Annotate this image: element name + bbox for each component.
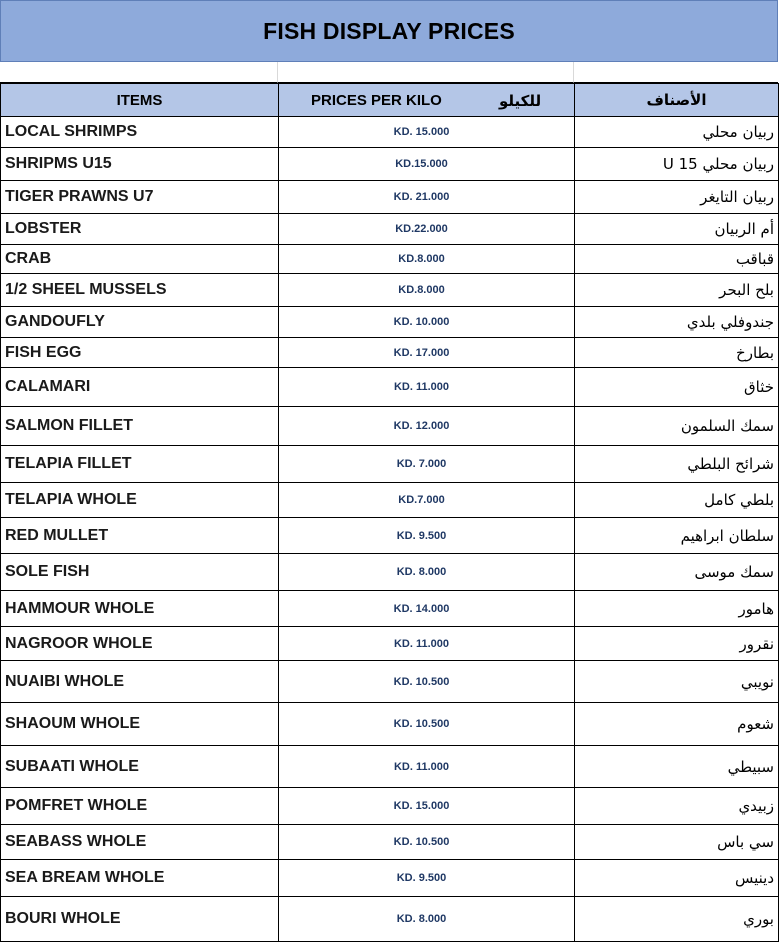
table-row: [1, 368, 779, 407]
item-price: KD. 7.000: [279, 446, 575, 483]
item-price: KD. 12.000: [279, 407, 575, 446]
table-row: [1, 274, 779, 307]
item-name: GANDOUFLY: [1, 307, 279, 338]
item-name-ar: سمك موسى: [575, 554, 779, 591]
price-table: [0, 83, 779, 942]
item-name-ar: دينيس: [575, 860, 779, 897]
item-price: KD. 11.000: [279, 746, 575, 788]
item-price: KD. 9.500: [279, 518, 575, 554]
item-price: KD.8.000: [279, 274, 575, 307]
page-title: FISH DISPLAY PRICES: [263, 17, 515, 44]
spacer-row: [0, 62, 778, 83]
spacer-cell: [0, 62, 278, 83]
item-name-ar: سبيطي: [575, 746, 779, 788]
item-name: SOLE FISH: [1, 554, 279, 591]
table-row: [1, 245, 779, 274]
item-name: FISH EGG: [1, 338, 279, 368]
item-price: KD.22.000: [279, 214, 575, 245]
table-row: [1, 788, 779, 825]
item-price: KD. 21.000: [279, 181, 575, 214]
item-name-ar: أم الربيان: [575, 214, 779, 245]
item-name: TIGER PRAWNS U7: [1, 181, 279, 214]
item-price: KD.8.000: [279, 245, 575, 274]
item-name-ar: نقرور: [575, 627, 779, 661]
spacer-cell: [278, 62, 574, 83]
item-name: SUBAATI WHOLE: [1, 746, 279, 788]
item-price: KD. 15.000: [279, 117, 575, 148]
header-price-ar: للكيلو: [499, 93, 542, 110]
item-name-ar: شعوم: [575, 703, 779, 746]
item-price: KD. 10.500: [279, 825, 575, 860]
table-row: [1, 518, 779, 554]
item-name-ar: نويبي: [575, 661, 779, 703]
item-name: CRAB: [1, 245, 279, 274]
item-name: BOURI WHOLE: [1, 897, 279, 942]
item-name: CALAMARI: [1, 368, 279, 407]
table-row: [1, 407, 779, 446]
item-name: HAMMOUR WHOLE: [1, 591, 279, 627]
item-price: KD. 10.500: [279, 703, 575, 746]
item-name-ar: ربيان محلي: [575, 117, 779, 148]
header-prices: [279, 84, 575, 117]
header-items-ar: الأصناف: [575, 84, 779, 117]
item-name-ar: شرائح البلطي: [575, 446, 779, 483]
item-name-ar: سلطان ابراهيم: [575, 518, 779, 554]
table-row: [1, 897, 779, 942]
header-row: [1, 84, 779, 117]
item-name: NAGROOR WHOLE: [1, 627, 279, 661]
table-row: [1, 483, 779, 518]
item-name-ar: سمك السلمون: [575, 407, 779, 446]
item-price: KD. 9.500: [279, 860, 575, 897]
table-row: [1, 338, 779, 368]
header-price-en: PRICES PER KILO: [311, 92, 442, 109]
table-row: [1, 181, 779, 214]
spacer-cell: [574, 62, 778, 83]
item-name: 1/2 SHEEL MUSSELS: [1, 274, 279, 307]
table-row: [1, 117, 779, 148]
item-name-ar: سي باس: [575, 825, 779, 860]
item-name: SHRIPMS U15: [1, 148, 279, 181]
item-price: KD.15.000: [279, 148, 575, 181]
table-row: [1, 591, 779, 627]
item-price: KD. 8.000: [279, 554, 575, 591]
item-name-ar: بلح البحر: [575, 274, 779, 307]
item-name-ar: ربيان التايغر: [575, 181, 779, 214]
item-name-ar: قباقب: [575, 245, 779, 274]
item-price: KD. 17.000: [279, 338, 575, 368]
table-row: [1, 148, 779, 181]
title-banner: [0, 0, 778, 62]
table-row: [1, 825, 779, 860]
item-name-ar: خثاق: [575, 368, 779, 407]
item-name: SALMON FILLET: [1, 407, 279, 446]
item-name: LOCAL SHRIMPS: [1, 117, 279, 148]
table-row: [1, 446, 779, 483]
table-row: [1, 860, 779, 897]
item-name: SEABASS WHOLE: [1, 825, 279, 860]
item-name-ar: جندوفلي بلدي: [575, 307, 779, 338]
item-price: KD. 14.000: [279, 591, 575, 627]
item-price: KD. 10.500: [279, 661, 575, 703]
item-name: RED MULLET: [1, 518, 279, 554]
table-row: [1, 307, 779, 338]
item-name: NUAIBI WHOLE: [1, 661, 279, 703]
item-name-ar: بطارخ: [575, 338, 779, 368]
table-row: [1, 554, 779, 591]
item-name-ar: ربيان محلي U 15: [575, 148, 779, 181]
table-row: [1, 661, 779, 703]
item-price: KD. 11.000: [279, 368, 575, 407]
item-name: SHAOUM WHOLE: [1, 703, 279, 746]
header-items: ITEMS: [1, 84, 279, 117]
item-name: TELAPIA FILLET: [1, 446, 279, 483]
table-row: [1, 627, 779, 661]
item-name-ar: زبيدي: [575, 788, 779, 825]
item-name: POMFRET WHOLE: [1, 788, 279, 825]
item-price: KD. 10.000: [279, 307, 575, 338]
item-price: KD. 11.000: [279, 627, 575, 661]
table-row: [1, 703, 779, 746]
item-name: TELAPIA WHOLE: [1, 483, 279, 518]
item-name-ar: بوري: [575, 897, 779, 942]
item-name-ar: هامور: [575, 591, 779, 627]
item-name-ar: بلطي كامل: [575, 483, 779, 518]
item-name: SEA BREAM WHOLE: [1, 860, 279, 897]
item-name: LOBSTER: [1, 214, 279, 245]
item-price: KD. 8.000: [279, 897, 575, 942]
table-row: [1, 214, 779, 245]
table-row: [1, 746, 779, 788]
item-price: KD.7.000: [279, 483, 575, 518]
item-price: KD. 15.000: [279, 788, 575, 825]
